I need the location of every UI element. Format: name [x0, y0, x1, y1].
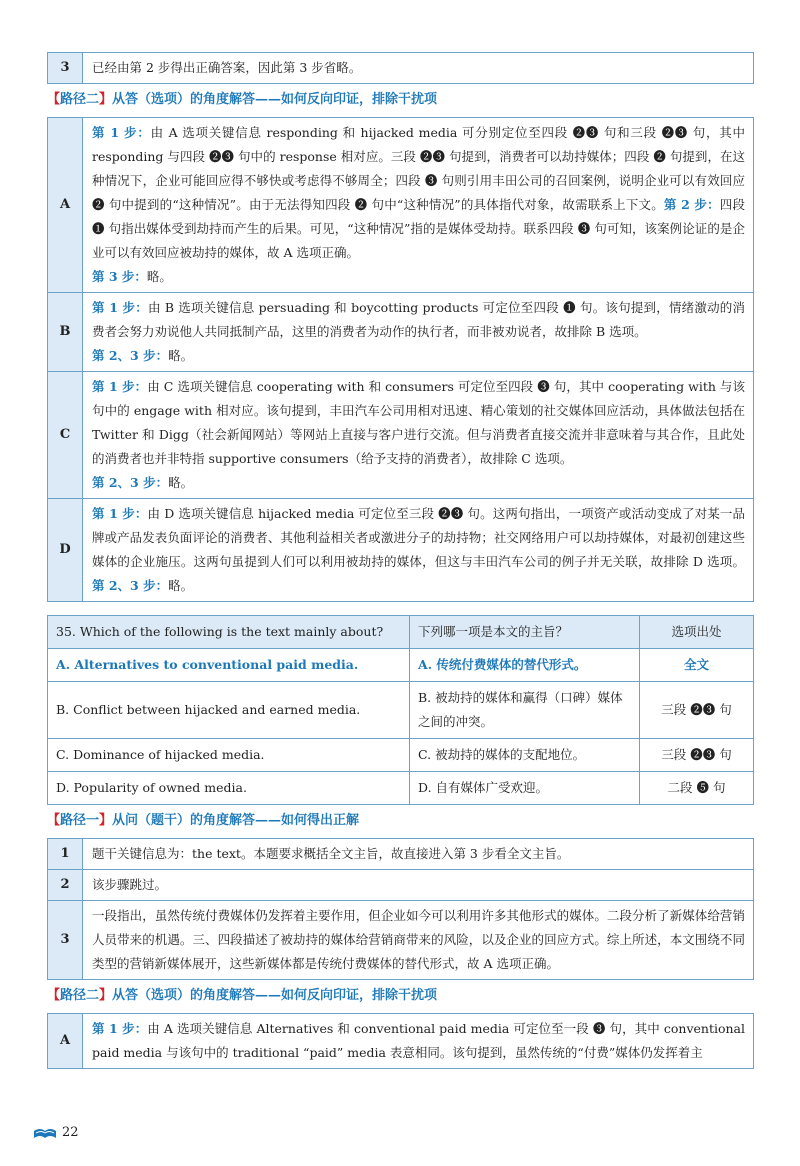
choice-en: A. Alternatives to conventional paid media.: [48, 649, 410, 682]
choice-zh: B. 被劫持的媒体和赢得（口碑）媒体之间的冲突。: [410, 682, 640, 739]
section-text: 从答（选项）的角度解答——如何反向印证，排除干扰项: [112, 988, 438, 1003]
section-heading-path1: [47, 811, 754, 831]
row-label: 2: [48, 870, 83, 901]
step-text: 由 A 选项关键信息 responding 和 hijacked media 可分别定位至四段 ❷❸ 句和三段 ❷❸ 句，其中 responding 与四段 ❷❸ 句中的 response 相对应。三段 ❷❸ 句提到，消费者可以劫持媒体；四段 ❷ 句提到，在这种情况下，企业可能回应得不够快或考虑得不够周全；四段 ❸ 句则引用丰田公司的召回案例，说明企业可以有效回应 ❷ 句中提到的“这种情况”。由于无法得知四段 ❷ 句中“这种情况”的具体指代对象，故需联系上下文。: [92, 125, 745, 212]
option-label: A: [48, 118, 83, 293]
choice-zh: A. 传统付费媒体的替代形式。: [410, 649, 640, 682]
section-title: 路径二: [60, 988, 100, 1003]
page-content: [47, 52, 754, 1069]
option-label: D: [48, 499, 83, 602]
page-footer: [33, 1125, 79, 1140]
option-label: B: [48, 293, 83, 372]
choice-source: 二段 ❺ 句: [640, 772, 754, 805]
step-text: 由 C 选项关键信息 cooperating with 和 consumers 可定位至四段 ❸ 句，其中 cooperating with 与该句中的 engage with 相对应。该句提到，丰田汽车公司用相对迅速、精心策划的社交媒体回应活动，具体做法包括在 Twitter 和 Digg（社会新闻网站）等网站上直接与客户进行交流。但与消费者直接交流并非意味着与其合作，且此处的消费者也并非特指 supportive consumers（给予支持的消费者），故排除 C 选项。: [92, 379, 745, 466]
step-table-top: [47, 52, 754, 84]
table-row: [48, 682, 754, 739]
step-label: 第 2 步：: [663, 197, 720, 212]
option-row-c: [48, 372, 754, 499]
step-text: 由 D 选项关键信息 hijacked media 可定位至三段 ❷❸ 句。这两句指出，一项资产或活动变成了对某一品牌或产品发表负面评论的消费者、其他利益相关者或激进分子的劫持物；社交网络用户可以劫持媒体，对最初创建这些媒体的企业施压。这两句虽提到人们可以利用被劫持的媒体，但这与丰田汽车公司的例子并无关联，故排除 D 选项。: [92, 506, 745, 569]
step-label: 第 2、3 步：: [92, 348, 169, 363]
page-number: 22: [62, 1125, 79, 1140]
option-row-d: [48, 499, 754, 602]
choice-source: 三段 ❷❸ 句: [640, 739, 754, 772]
row-text: 该步骤跳过。: [83, 870, 754, 901]
row-label: 3: [48, 901, 83, 980]
step-text: 略。: [168, 475, 194, 490]
choice-en: D. Popularity of owned media.: [48, 772, 410, 805]
row-text: 一段指出，虽然传统付费媒体仍发挥着主要作用，但企业如今可以利用许多其他形式的媒体。二段分析了新媒体给营销人员带来的机遇。三、四段描述了被劫持的媒体给营销商带来的风险，以及企业的回应方式。综上所述，本文围绕不同类型的营销新媒体展开，这些新媒体都是传统付费媒体的替代形式，故 A 选项正确。: [83, 901, 754, 980]
row-label: 1: [48, 839, 83, 870]
section-heading-path2: [47, 90, 754, 110]
table-row: [48, 870, 754, 901]
choice-source: 全文: [640, 649, 754, 682]
step-label: 第 1 步：: [92, 506, 148, 521]
option-text: [83, 1014, 754, 1069]
source-header: 选项出处: [640, 616, 754, 649]
option-text: [83, 499, 754, 602]
option-label: C: [48, 372, 83, 499]
step-label: 第 2、3 步：: [92, 475, 169, 490]
question-en: 35. Which of the following is the text mainly about?: [48, 616, 410, 649]
question-zh: 下列哪一项是本文的主旨？: [410, 616, 640, 649]
option-row-a: [48, 118, 754, 293]
choice-en: C. Dominance of hijacked media.: [48, 739, 410, 772]
table-row: [48, 901, 754, 980]
option-row-b: [48, 293, 754, 372]
options-table-b: [47, 1013, 754, 1069]
bracket-right: 】: [99, 813, 113, 828]
step-label: 第 2、3 步：: [92, 578, 169, 593]
section-heading-path2-b: [47, 986, 754, 1006]
table-row: [48, 772, 754, 805]
option-text: [83, 118, 754, 293]
choice-en: B. Conflict between hijacked and earned media.: [48, 682, 410, 739]
option-row-a: [48, 1014, 754, 1069]
question-header-row: [48, 616, 754, 649]
step-label: 第 3 步：: [92, 269, 147, 284]
table-row: [48, 839, 754, 870]
step-text: 由 A 选项关键信息 Alternatives 和 conventional paid media 可定位至一段 ❸ 句，其中 conventional paid media 与该句中的 traditional “paid” media 表意相同。该句提到，虽然传统的“付费”媒体仍发挥着主: [92, 1021, 745, 1060]
bracket-left: 【: [47, 813, 61, 828]
options-table: [47, 117, 754, 602]
row-label: 3: [48, 53, 83, 84]
step-label: 第 1 步：: [92, 125, 151, 140]
section-title: 路径一: [60, 813, 100, 828]
step-text: 略。: [146, 269, 172, 284]
section-text: 从答（选项）的角度解答——如何反向印证，排除干扰项: [112, 92, 438, 107]
step-label: 第 1 步：: [92, 379, 148, 394]
table-row: [48, 53, 754, 84]
choice-zh: C. 被劫持的媒体的支配地位。: [410, 739, 640, 772]
row-text: 已经由第 2 步得出正确答案，因此第 3 步省略。: [83, 53, 754, 84]
choice-source: 三段 ❷❸ 句: [640, 682, 754, 739]
bracket-left: 【: [47, 988, 61, 1003]
option-label: A: [48, 1014, 83, 1069]
table-row: [48, 739, 754, 772]
section-title: 路径二: [60, 92, 100, 107]
bracket-left: 【: [47, 92, 61, 107]
step-table-path1: [47, 838, 754, 980]
bracket-right: 】: [99, 92, 113, 107]
option-text: [83, 293, 754, 372]
step-label: 第 1 步：: [92, 1021, 148, 1036]
bracket-right: 】: [99, 988, 113, 1003]
step-text: 四段 ❶ 句指出媒体受到劫持而产生的后果。可见，“这种情况”指的是媒体受劫持。联系四段 ❸ 句可知，该案例论证的是企业可以有效回应被劫持的媒体，故 A 选项正确。: [92, 197, 745, 260]
book-icon: [33, 1126, 57, 1140]
step-text: 略。: [168, 578, 194, 593]
row-text: 题干关键信息为：the text。本题要求概括全文主旨，故直接进入第 3 步看全文主旨。: [83, 839, 754, 870]
section-text: 从问（题干）的角度解答——如何得出正解: [112, 813, 360, 828]
option-text: [83, 372, 754, 499]
step-text: 略。: [168, 348, 194, 363]
question-35-table: [47, 615, 754, 805]
table-row: [48, 649, 754, 682]
step-label: 第 1 步：: [92, 300, 148, 315]
choice-zh: D. 自有媒体广受欢迎。: [410, 772, 640, 805]
step-text: 由 B 选项关键信息 persuading 和 boycotting products 可定位至四段 ❶ 句。该句提到，情绪激动的消费者会努力劝说他人共同抵制产品，这里的消费者为动作的执行者，而非被劝说者，故排除 B 选项。: [92, 300, 745, 339]
